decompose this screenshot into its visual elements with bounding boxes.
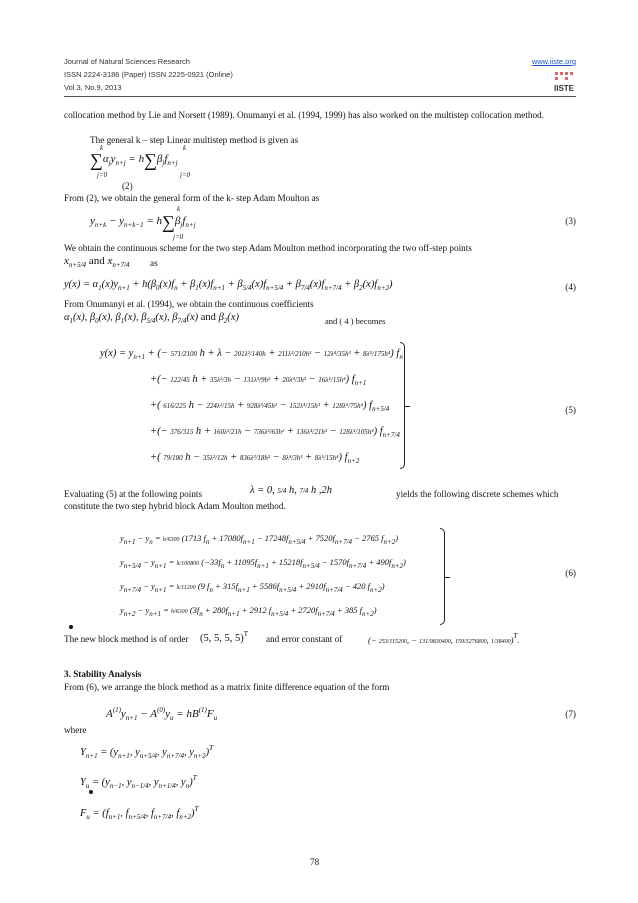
logo-text: IISTE	[554, 84, 575, 93]
equation-2-label: (2)	[122, 181, 133, 191]
equation-7: $A^{(1)}y_{n+1} - A^{(0)}y_u = hB^{(1)}F_u$	[106, 706, 218, 722]
equation-2: $\sum\alpha_jy_{n+j} = h\sum\beta_jf_{n+j}$	[90, 150, 178, 170]
paragraph-matrix-form: From (6), we arrange the block method as a matrix finite difference equation of the form	[64, 682, 390, 692]
journal-issn: ISSN 2224-3186 (Paper) ISSN 2225-0921 (Online)	[64, 70, 233, 79]
bullet-marker-2	[89, 790, 93, 794]
error-constant-vector: (− 253/115200, − 131/9830400, 159/3276800, 1/38400)$^T$.	[368, 632, 520, 645]
equation-4: $y(x) = \alpha_1(x)y_{n+1} + h(\beta_0(x)f_n + \beta_1(x)f_{n+1} + \beta_{5/4}(x)f_{n+5/4} + \beta_{7/4}(x)f_{n+7/4} + \beta_2(x)f_{n+2})$	[64, 279, 393, 292]
journal-volume: Vol.3, No.9, 2013	[64, 83, 122, 92]
paragraph-collocation: collocation method by Lie and Norsett (1989). Onumanyi et al. (1994, 1999) has also worked on the multistep collocation method.	[64, 110, 544, 120]
becomes-text: and ( 4 ) becomes	[325, 316, 386, 326]
equation-7-label: (7)	[565, 709, 576, 719]
as-word: as	[150, 258, 158, 268]
order-vector: (5, 5, 5, 5)$^T$	[200, 630, 249, 644]
paragraph-evaluating-cont: yields the following discrete schemes which constitute the two step hybrid block Adam Moulton method.	[64, 489, 559, 511]
paragraph-adam-moulton: From (2), we obtain the general form of the k- step Adam Moulton as	[64, 193, 320, 203]
bullet-marker	[69, 625, 73, 629]
vector-Y-n1: $Y_{n+1} = (y_{n+1}$, $y_{n+5/4}$, $y_{n+7/4}$, $y_{n+2})^T$	[80, 744, 214, 760]
equation-4-label: (4)	[565, 282, 576, 292]
paragraph-continuous-scheme: We obtain the continuous scheme for the two step Adam Moulton method incorporating the two off-step points	[64, 243, 472, 253]
paragraph-error-constant: and error constant of	[266, 634, 343, 644]
header-rule	[64, 96, 576, 97]
iiste-logo	[553, 70, 579, 94]
paragraph-general-k-step: The general k – step Linear multistep method is given as	[90, 135, 299, 145]
journal-url-link[interactable]: www.iiste.org	[531, 57, 576, 66]
off-step-points: $x_{n+5/4}$ and $x_{n+7/4}$	[64, 255, 130, 269]
page-number: 78	[310, 857, 320, 867]
section-heading-stability: 3. Stability Analysis	[64, 669, 142, 679]
equation-3: $y_{n+k} - y_{n+k-1} = h\sum\beta_jf_{n+j}$	[90, 212, 196, 232]
equation-6-label: (6)	[565, 568, 576, 578]
continuous-coefficients: $\alpha_1(x)$, $\beta_0(x)$, $\beta_1(x)$, $\beta_{5/4}(x)$, $\beta_{7/4}(x)$ and $\beta_2(x)$	[64, 312, 239, 325]
paragraph-order: The new block method is of order	[64, 634, 189, 644]
paragraph-evaluating: Evaluating (5) at the following points	[64, 489, 203, 499]
journal-name: Journal of Natural Sciences Research	[64, 57, 190, 66]
equation-5-label: (5)	[565, 405, 576, 415]
equation-5-brace	[400, 342, 405, 469]
equation-3-label: (3)	[565, 216, 576, 226]
vector-Y-u: $Y_u = (y_{n-1}$, $y_{n-1/4}$, $y_{n+1/4}$, $y_n)^T$	[80, 774, 197, 790]
equation-6-brace	[440, 528, 445, 625]
evaluation-points: λ = 0, 5/4 h, 7/4 h ,2h	[250, 485, 333, 496]
paper-page: Journal of Natural Sciences Research ISSN 2224-3186 (Paper) ISSN 2225-0921 (Online) Vol.3, No.9, 2013 www.iiste.org IISTE collocation method by Lie and Norsett (1989). Onumanyi et al. (1994, 1999) has also worked on the multistep collocation method. The general k – step Linear multistep method is given as $\sum\alpha_jy_{n+j} = h\sum\beta_jf_{n+j}$ k j=0 k j=0 (2) From (2), we obtain the general form of the k- step Adam Moulton as $y_{n+k} - y_{n+k-1} = h\sum\beta_jf_{n+j}$ k j=0 (3) We obtain the continuous scheme for the two step Adam Moulton method incorporating the two off-step points $x_{n+5/4}$ and $x_{n+7/4}$ as $y(x) = \alpha_1(x)y_{n+1} + h(\beta_0(x)f_n + \beta_1(x)f_{n+1} + \beta_{5/4}(x)f_{n+5/4} + \beta_{7/4}(x)f_{n+7/4} + \beta_2(x)f_{n+2})$ (4) From Onumanyi et al. (1994), we obtain the continuous coefficients $\alpha_1(x)$, $\beta_0(x)$, $\beta_1(x)$, $\beta_{5/4}(x)$, $\beta_{7/4}(x)$ and $\beta_2(x)$ and ( 4 ) becomes $y(x) = y_{n+1}$ + (− 571/2100 h + λ − 201λ²/140h + 211λ³/210h² − 12λ⁴/35h³ + 8λ⁵/175h⁴) $f_n$ +(− 122/45 h + 35λ²/3h − 131λ³/9h² + 20λ⁴/3h³ − 16λ⁵/15h⁴) $f_{n+1}$ +( 616/225 h − 224λ²/15h + 928λ³/45h² − 152λ⁴/15h³ + 128λ⁵/75h⁴) $f_{n+5/4}$ +(− 376/315 h + 160λ²/21h − 736λ³/63h² + 136λ⁴/21h³ − 128λ⁵/105h⁴) $f_{n+7/4}$ +( 79/180 h − 35λ²/12h + 836λ³/18h² − 8λ⁴/3h³ + 8λ⁵/15h⁴) $f_{n+2}$ (5) Evaluating (5) at the following points λ = 0, 5/4 h, 7/4 h ,2h yields the following discrete schemes which constitute the two step hybrid block Adam Moulton method. $y_{n+1} - y_n = h/6300$ (1713 $f_n + 17080f_{n+1} - 17248f_{n+5/4} + 7520f_{n+7/4} - 2765$ $f_{n+2}$) $y_{n+5/4} - y_{n+1} = h/100800$ $(-33f_n + 11095f_{n+1} + 15218f_{n+5/4} - 1570f_{n+7/4} + 490f_{n+2})$ $y_{n+7/4} - y_{n+1} = h/11200$ (9 $f_n + 315f_{n+1} + 5586f_{n+5/4} + 2910f_{n+7/4} - 420$ $f_{n+2}$) $y_{n+2} - y_{n+1} = h/6300$ ($3f_n + 280f_{n+1} + 2912$ $f_{n+5/4} + 2720f_{n+7/4} + 385$ $f_{n+2}$) (6) The new block method is of order (5, 5, 5, 5)$^T$ and error constant of (− 253/115200, − 131/9830400, 159/3276800, 1/38400)$^T$. 3. Stability Analysis From (6), we arrange the block method as a matrix finite difference equation of the form $A^{(1)}y_{n+1} - A^{(0)}y_u = hB^{(1)}F_u$ (7) where $Y_{n+1} = (y_{n+1}$, $y_{n+5/4}$, $y_{n+7/4}$, $y_{n+2})^T$ $Y_u = (y_{n-1}$, $y_{n-1/4}$, $y_{n+1/4}$, $y_n)^T$ $F_u = (f_{n+1}$, $f_{n+5/4}$, $f_{n+7/4}$, $f_{n+2})^T$ 78	[0, 0, 638, 903]
where-word: where	[64, 725, 87, 735]
paragraph-onumanyi: From Onumanyi et al. (1994), we obtain the continuous coefficients	[64, 299, 314, 309]
vector-F-u: $F_u = (f_{n+1}$, $f_{n+5/4}$, $f_{n+7/4}$, $f_{n+2})^T$	[80, 805, 199, 821]
